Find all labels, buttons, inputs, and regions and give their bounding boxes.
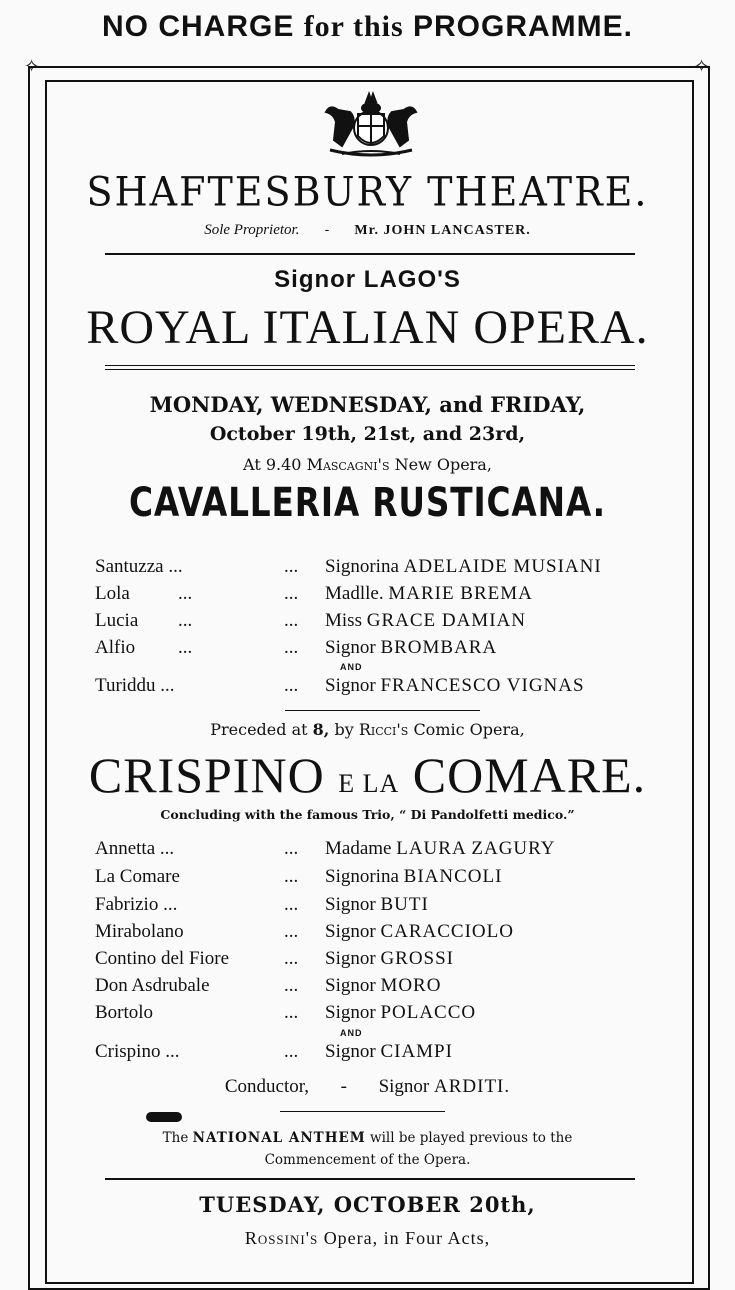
cast-row (0, 894, 735, 918)
cast-performer (325, 975, 441, 997)
divider (285, 710, 480, 711)
cast-dots: ... (284, 838, 299, 859)
divider (105, 253, 635, 255)
cast-name: LAURA ZAGURY (396, 838, 556, 859)
divider (105, 1178, 635, 1180)
and-label: AND (340, 662, 363, 672)
cast-role: Annetta ... (95, 838, 175, 859)
cast-dots-mid: ... (178, 637, 193, 658)
cast-title: Signor (325, 948, 376, 969)
cast-performer (325, 1041, 453, 1063)
cast-name: CARACCIOLO (380, 921, 514, 942)
cast-row (0, 866, 735, 890)
proprietor-label: Sole Proprietor. (204, 222, 300, 238)
cast-dots: ... (284, 1002, 299, 1023)
ink-blot (146, 1112, 182, 1122)
cast-row (0, 610, 735, 634)
anthem-prefix: The (162, 1130, 189, 1146)
proprietor-separator: - (324, 222, 330, 238)
conductor-name: ARDITI. (434, 1076, 511, 1097)
header-no-charge: NO CHARGE (102, 10, 295, 43)
cast-dots: ... (284, 948, 299, 969)
next-performance-desc: Opera, in Four Acts, (323, 1228, 491, 1248)
cast-performer (325, 556, 602, 578)
conductor-title: Signor (378, 1076, 430, 1097)
cast-performer (325, 637, 497, 659)
performance-dates: October 19th, 21st, and 23rd, (209, 423, 526, 445)
cast-row (0, 838, 735, 862)
cast-dots: ... (284, 866, 299, 887)
start-time-suffix: New Opera, (394, 455, 492, 474)
cast-name: CIAMPI (380, 1041, 453, 1062)
anthem-emphasis: NATIONAL ANTHEM (192, 1130, 366, 1146)
opera-title-part: COMARE. (412, 747, 647, 803)
cast-dots: ... (284, 921, 299, 942)
opera-title-part: CRISPINO (88, 747, 325, 803)
cast-row (0, 637, 735, 661)
preceded-by: by (334, 720, 354, 739)
company-name: ROYAL ITALIAN OPERA. (86, 301, 649, 354)
cast-performer (325, 921, 514, 943)
conductor-separator: - (340, 1076, 347, 1097)
proprietor-name: Mr. JOHN LANCASTER. (354, 223, 531, 238)
cast-row (0, 675, 735, 699)
cast-name: BIANCOLI (403, 866, 503, 887)
cast-name: BUTI (380, 894, 429, 915)
divider (105, 369, 635, 370)
cast-name: FRANCESCO VIGNAS (380, 675, 585, 696)
cast-name: MORO (380, 975, 442, 996)
cast-row (0, 1041, 735, 1065)
cast-dots-mid: ... (178, 610, 193, 631)
cast-name: GRACE DAMIAN (366, 610, 526, 631)
header-programme: PROGRAMME. (412, 10, 633, 43)
divider (105, 365, 635, 366)
conductor-line (0, 1076, 735, 1098)
corner-ornament-left-icon: ✧ (24, 56, 40, 77)
cast-title: Signor (325, 675, 376, 696)
cast-dots: ... (284, 1041, 299, 1062)
cast-role: Mirabolano (95, 921, 184, 942)
cast-performer (325, 1002, 476, 1024)
preceded-line (0, 720, 735, 739)
cast-role: Alfio (95, 637, 136, 658)
theatre-name: SHAFTESBURY THEATRE. (86, 168, 649, 216)
cast-row (0, 1002, 735, 1026)
cast-dots: ... (284, 637, 299, 658)
cast-name: BROMBARA (380, 637, 498, 658)
composer-ricci: Ricci's (358, 720, 409, 739)
cast-performer (325, 838, 556, 860)
concluding-note: Concluding with the famous Trio, “ Di Pandolfetti medico.” (160, 807, 575, 822)
performance-days: MONDAY, WEDNESDAY, and FRIDAY, (149, 392, 586, 417)
cast-title: Madame (325, 838, 392, 859)
cast-performer (325, 583, 533, 605)
royal-coat-of-arms-icon (312, 88, 430, 160)
cast-name: ADELAIDE MUSIANI (403, 556, 602, 577)
cast-performer (325, 894, 429, 916)
cast-role: La Comare (95, 866, 180, 887)
opera-title-cavalleria: CAVALLERIA RUSTICANA. (129, 480, 606, 526)
composer-rossini: Rossini's (244, 1228, 319, 1248)
conductor-label: Conductor, (224, 1076, 310, 1097)
preceded-prefix: Preceded at (210, 720, 308, 739)
cast-title: Signorina (325, 866, 399, 887)
cast-role: Contino del Fiore (95, 948, 230, 969)
opera-title-crispino (0, 746, 735, 804)
cast-dots: ... (284, 610, 299, 631)
cast-dots: ... (284, 894, 299, 915)
start-time: At 9.40 (243, 455, 302, 474)
cast-name: GROSSI (380, 948, 455, 969)
proprietor-line (0, 222, 735, 239)
start-time-line (0, 455, 735, 474)
cast-title: Signor (325, 1041, 376, 1062)
cast-dots: ... (284, 675, 299, 696)
cast-dots: ... (284, 975, 299, 996)
cast-performer (325, 610, 526, 632)
cast-row (0, 948, 735, 972)
cast-name: POLACCO (380, 1002, 477, 1023)
cast-role: Bortolo (95, 1002, 154, 1023)
cast-dots-mid: ... (178, 583, 193, 604)
cast-role: Don Asdrubale (95, 975, 210, 996)
cast-performer (325, 948, 454, 970)
cast-role: Crispino ... (95, 1041, 180, 1062)
cast-performer (325, 675, 585, 697)
cast-role: Lucia (95, 610, 139, 631)
cast-title: Signorina (325, 556, 399, 577)
cast-title: Signor (325, 1002, 376, 1023)
cast-performer (325, 866, 502, 888)
cast-title: Signor (325, 894, 376, 915)
header-for-this: for this (303, 10, 404, 43)
programme-header (0, 10, 735, 44)
cast-row (0, 556, 735, 580)
cast-role: Fabrizio ... (95, 894, 178, 915)
cast-title: Madlle. (325, 583, 384, 604)
composer-mascagni: Mascagni's (306, 455, 390, 474)
cast-row (0, 583, 735, 607)
cast-role: Turiddu ... (95, 675, 175, 696)
and-label: AND (340, 1028, 363, 1038)
anthem-line1-suffix: will be played previous to the (370, 1130, 573, 1146)
cast-dots: ... (284, 583, 299, 604)
cast-dots: ... (284, 556, 299, 577)
cast-title: Signor (325, 637, 376, 658)
anthem-notice (0, 1127, 735, 1171)
cast-row (0, 921, 735, 945)
cast-title: Miss (325, 610, 362, 631)
next-performance-line (0, 1228, 735, 1249)
cast-name: MARIE BREMA (388, 583, 533, 604)
preceded-time: 8, (312, 720, 330, 739)
preceded-suffix: Comic Opera, (413, 720, 525, 739)
anthem-line2: Commencement of the Opera. (264, 1152, 471, 1168)
cast-role: Santuzza ... (95, 556, 183, 577)
cast-row (0, 975, 735, 999)
corner-ornament-right-icon: ✧ (694, 56, 710, 77)
cast-title: Signor (325, 921, 376, 942)
divider (280, 1111, 445, 1112)
opera-title-part: E LA (338, 769, 400, 798)
next-performance-date: TUESDAY, OCTOBER 20th, (199, 1192, 536, 1217)
cast-title: Signor (325, 975, 376, 996)
cast-role: Lola (95, 583, 130, 604)
company-manager: Signor LAGO'S (274, 266, 461, 293)
